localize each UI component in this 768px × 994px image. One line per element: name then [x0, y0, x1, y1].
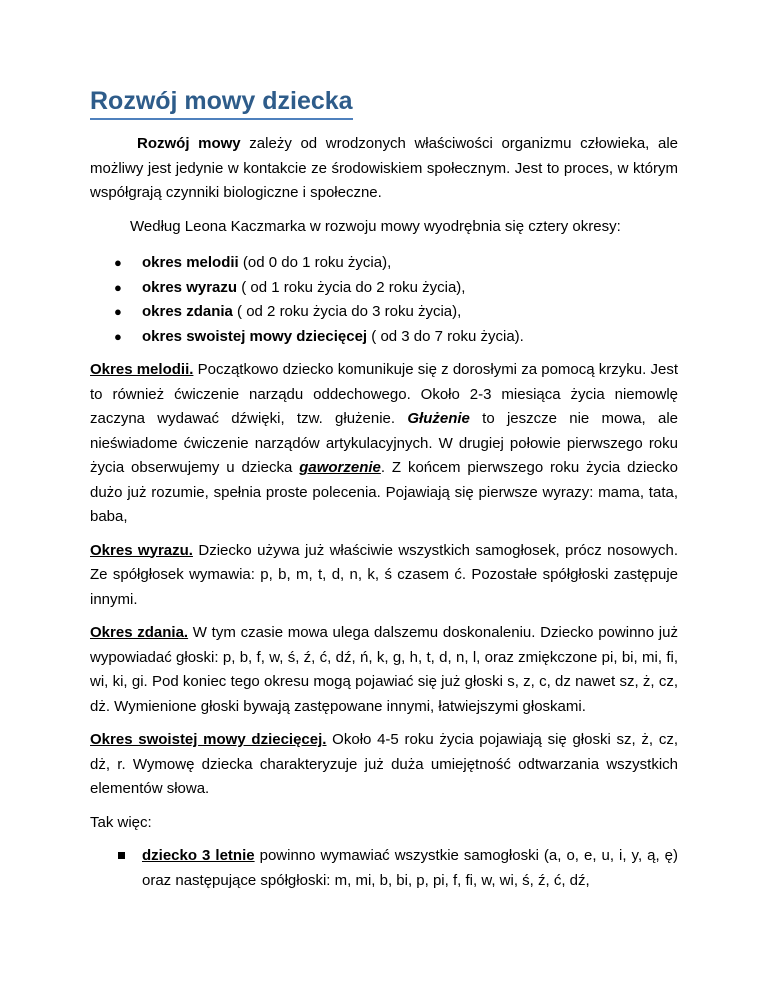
- section-heading: Okres swoistej mowy dziecięcej.: [90, 731, 327, 748]
- intro-paragraph: [90, 132, 678, 206]
- swoistej-paragraph: [90, 728, 678, 802]
- bullet-icon: ●: [114, 279, 122, 295]
- bullet-icon: ●: [114, 328, 122, 344]
- paragraph-text: W tym czasie mowa ulega dalszemu doskonaleniu. Dziecko powinno już wypowiadać głoski: p, b, f, w, ś, ź, ć, dź, ń, k, g, h, t, d, n, l, oraz zmiękczone pi, bi, mi, fi, wi, ki, gi. Pod koniec tego okresu mogą pojawiać się już głoski s, z, c, dz nawet sz, ż, cz, dż. Wymienione głoski bywają zastępowane innymi, łatwiejszymi głoskami.: [90, 624, 678, 715]
- kaczmarek-paragraph: Według Leona Kaczmarka w rozwoju mowy wyodrębnia się cztery okresy:: [130, 217, 621, 235]
- age-list: [90, 844, 678, 893]
- period-range: ( od 3 do 7 roku życia).: [367, 327, 524, 345]
- period-name: okres wyrazu: [142, 278, 238, 296]
- period-range: ( od 2 roku życia do 3 roku życia),: [232, 303, 462, 320]
- age-text: powinno wymawiać wszystkie samogłoski (a, o, e, u, i, y, ą, ę) oraz następujące spółgłoski: m, mi, b, bi, p, pi, f, fi, w, wi, ś, ź, ć, dź,: [142, 847, 678, 889]
- paragraph-text: Dziecko używa już właściwie wszystkich samogłosek, prócz nosowych. Ze spółgłosek wymawia: p, b, m, t, d, n, k, ś czasem ć. Pozostałe spółgłoski zastępuje innymi.: [90, 541, 678, 608]
- list-item: [90, 325, 678, 350]
- age-label: dziecko 3 letnie: [142, 847, 255, 864]
- list-item: [90, 300, 678, 325]
- section-heading: Okres melodii.: [90, 361, 194, 378]
- period-name: okres swoistej mowy dziecięcej: [142, 327, 368, 345]
- emphasis-term: gaworzenie: [299, 459, 381, 476]
- paragraph-text: Około 4-5 roku życia pojawiają się głoski sz, ż, cz, dż, r. Wymowę dziecka charakteryzuje już duża umiejętność odtwarzania wszystkich elementów słowa.: [90, 731, 678, 797]
- bullet-icon: ●: [114, 304, 122, 319]
- intro-text: zależy od wrodzonych właściwości organizmu człowieka, ale możliwy jest jedynie w kontakcie ze środowiskiem społecznym. Jest to proces, w którym współgrają czynniki biologiczne i społeczne.: [90, 135, 678, 201]
- period-name: okres melodii: [142, 254, 239, 271]
- periods-list: [90, 251, 678, 349]
- list-item: [90, 276, 678, 301]
- paragraph-text: to jeszcze nie mowa, ale nieświadome ćwiczenie narządów artykulacyjnych. W drugiej połowie pierwszego roku życia obserwujemy u dziecka: [90, 410, 679, 476]
- period-range: (od 0 do 1 roku życia),: [238, 254, 392, 271]
- list-item: [90, 251, 678, 276]
- square-bullet-icon: [118, 852, 125, 859]
- section-heading: Okres wyrazu.: [90, 541, 193, 559]
- paragraph-text: Początkowo dziecko komunikuje się z dorosłymi za pomocą krzyku. Jest to również ćwiczenie narządu oddechowego. Około 2-3 miesiąca życia niemowlę zaczyna wydawać dźwięki, tzw. głużenie.: [90, 361, 679, 427]
- emphasis-term: Głużenie: [407, 410, 470, 427]
- wyrazu-paragraph: [90, 539, 678, 613]
- paragraph-text: . Z końcem pierwszego roku życia dziecko dużo już rozumie, spełnia proste polecenia. Pojawiają się pierwsze wyrazy: mama, tata, baba,: [90, 459, 678, 525]
- list-item: [90, 844, 678, 893]
- document-body: [90, 132, 678, 893]
- intro-bold: Rozwój mowy: [137, 135, 241, 152]
- tak-wiec-paragraph: Tak więc:: [90, 813, 152, 831]
- bullet-icon: ●: [114, 255, 122, 270]
- zdania-paragraph: [90, 621, 678, 719]
- document-title: Rozwój mowy dziecka: [90, 84, 353, 120]
- melodii-paragraph: [90, 358, 678, 530]
- period-name: okres zdania: [142, 303, 233, 320]
- section-heading: Okres zdania.: [90, 624, 189, 641]
- period-range: ( od 1 roku życia do 2 roku życia),: [237, 278, 466, 296]
